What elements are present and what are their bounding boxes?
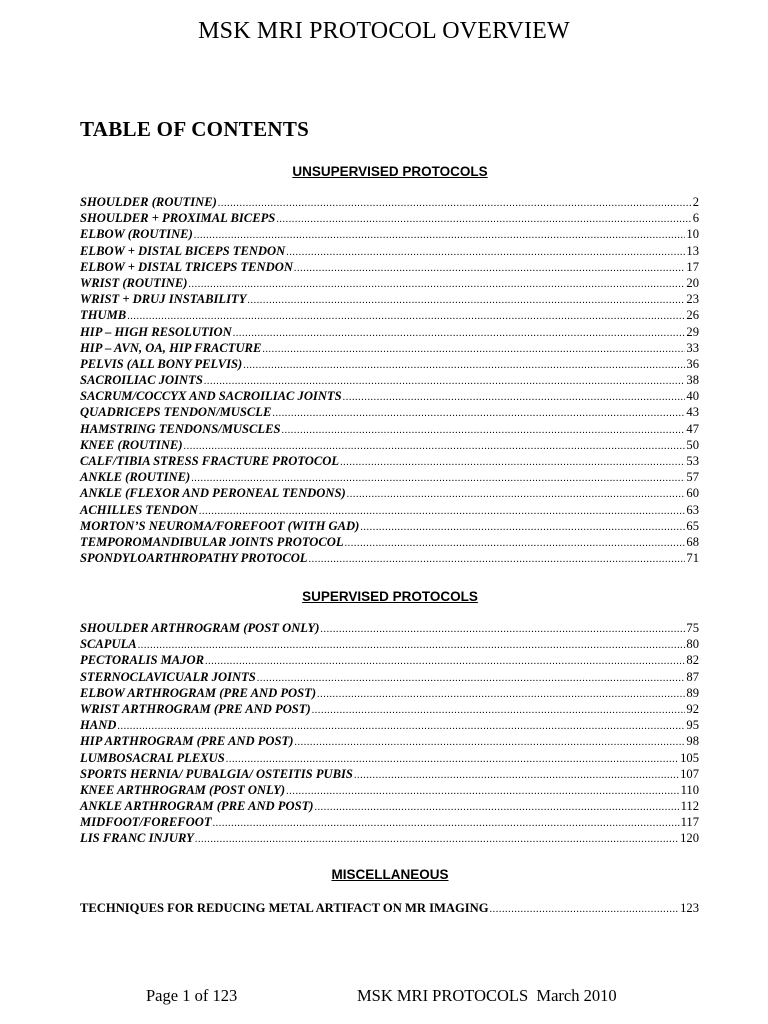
toc-entry-page-number: 75: [686, 621, 699, 635]
toc-dot-leader: [314, 800, 679, 816]
toc-entry[interactable]: [80, 372, 699, 388]
toc-entry-page-number: 112: [680, 799, 699, 814]
toc-entry-label: TEMPOROMANDIBULAR JOINTS PROTOCOL: [80, 534, 344, 549]
toc-entry[interactable]: [80, 469, 699, 485]
toc-entry-label: SACROILIAC JOINTS: [80, 373, 203, 388]
toc-entry-page-number: 10: [686, 227, 699, 242]
footer-document-info: MSK MRI PROTOCOLS March 2010: [357, 986, 617, 1005]
toc-entry-label: HIP – HIGH RESOLUTION: [80, 324, 232, 339]
toc-entry[interactable]: [80, 636, 699, 652]
toc-entry-page-number: 36: [686, 356, 699, 371]
toc-dot-leader: [213, 816, 680, 832]
toc-dot-leader: [345, 536, 686, 552]
toc-entry[interactable]: [80, 652, 699, 668]
toc-entry[interactable]: [80, 404, 699, 420]
toc-entry[interactable]: [80, 356, 699, 372]
toc-dot-leader: [138, 638, 686, 654]
toc-entry[interactable]: [80, 534, 699, 550]
toc-entry-page-number: 60: [686, 486, 699, 501]
toc-dot-leader: [294, 735, 685, 751]
toc-entry-label: SPONDYLOARTHROPATHY PROTOCOL: [80, 551, 308, 566]
toc-entry-label: ANKLE (FLEXOR AND PERONEAL TENDONS): [80, 486, 346, 501]
toc-entry[interactable]: [80, 518, 699, 534]
toc-dot-leader: [294, 261, 685, 277]
toc-entry-page-number: 98: [686, 734, 699, 749]
toc-dot-leader: [490, 902, 680, 918]
toc-entry-page-number: 120: [680, 831, 699, 846]
toc-entry-page-number: 13: [686, 243, 699, 258]
toc-dot-leader: [272, 406, 685, 422]
toc-entry-page-number: 71: [686, 551, 699, 566]
toc-entry-label: SPORTS HERNIA/ PUBALGIA/ OSTEITIS PUBIS: [80, 766, 353, 781]
toc-dot-leader: [247, 293, 685, 309]
toc-entry-label: CALF/TIBIA STRESS FRACTURE PROTOCOL: [80, 454, 340, 468]
toc-entry-page-number: 105: [680, 750, 699, 765]
toc-dot-leader: [233, 326, 686, 342]
toc-dot-leader: [205, 654, 685, 670]
toc-dot-leader: [286, 784, 679, 800]
toc-entry[interactable]: [80, 437, 699, 453]
section-heading-miscellaneous: MISCELLANEOUS: [331, 867, 449, 882]
toc-dot-leader: [257, 671, 686, 687]
toc-entry[interactable]: [80, 340, 699, 356]
section-heading-supervised: SUPERVISED PROTOCOLS: [302, 589, 478, 604]
toc-entry-label: HAMSTRING TENDONS/MUSCLES: [80, 421, 281, 436]
toc-entry-page-number: 26: [686, 308, 699, 323]
toc-entry-label: ANKLE ARTHROGRAM (PRE AND POST): [80, 799, 314, 814]
toc-entry-label: KNEE (ROUTINE): [80, 437, 183, 452]
toc-entry-page-number: 2: [692, 195, 699, 209]
footer-page-number: Page 1 of 123: [146, 986, 238, 1005]
toc-entry-page-number: 89: [686, 685, 699, 700]
toc-entry[interactable]: [80, 421, 699, 437]
toc-entry[interactable]: [80, 194, 699, 210]
toc-entry-label: HIP ARTHROGRAM (PRE AND POST): [80, 734, 294, 749]
toc-entry[interactable]: [80, 733, 699, 749]
toc-entry-page-number: 6: [692, 211, 699, 226]
toc-entry-label: ELBOW ARTHROGRAM (PRE AND POST): [80, 685, 317, 700]
toc-entry-label: HAND: [80, 718, 117, 733]
toc-entry[interactable]: [80, 485, 699, 501]
toc-entry[interactable]: [80, 291, 699, 307]
toc-entry[interactable]: [80, 669, 699, 685]
toc-entry-page-number: 33: [686, 340, 699, 355]
toc-dot-leader: [343, 390, 686, 406]
toc-dot-leader: [282, 423, 686, 439]
toc-entry-page-number: 82: [686, 653, 699, 668]
toc-entry-label: ELBOW + DISTAL BICEPS TENDON: [80, 243, 286, 258]
toc-entry[interactable]: [80, 550, 699, 566]
toc-entry-page-number: 68: [686, 534, 699, 549]
toc-dot-leader: [195, 832, 679, 848]
toc-entry-page-number: 117: [680, 815, 699, 830]
document-header-title: MSK MRI PROTOCOL OVERVIEW: [198, 18, 570, 44]
toc-list-miscellaneous: [80, 900, 699, 916]
toc-entry-label: LIS FRANC INJURY: [80, 831, 194, 846]
toc-entry-label: STERNOCLAVICUALR JOINTS: [80, 669, 256, 684]
toc-entry-label: WRIST (ROUTINE): [80, 275, 188, 290]
toc-dot-leader: [347, 487, 686, 503]
toc-dot-leader: [312, 703, 686, 719]
toc-entry-page-number: 95: [686, 718, 699, 733]
toc-entry-page-number: 110: [680, 782, 699, 797]
toc-entry-label: SHOULDER + PROXIMAL BICEPS: [80, 211, 276, 226]
toc-entry[interactable]: [80, 830, 699, 846]
toc-entry-page-number: 63: [686, 502, 699, 517]
toc-entry-page-number: 40: [686, 389, 699, 404]
toc-dot-leader: [309, 552, 686, 568]
toc-dot-leader: [243, 358, 685, 374]
toc-entry[interactable]: [80, 324, 699, 340]
toc-list-unsupervised: [80, 194, 699, 566]
toc-dot-leader: [320, 622, 685, 638]
toc-entry-page-number: 43: [686, 405, 699, 420]
toc-entry-page-number: 80: [686, 637, 699, 652]
toc-entry-label: SCAPULA: [80, 637, 137, 652]
toc-entry[interactable]: [80, 259, 699, 275]
toc-entry[interactable]: [80, 900, 699, 916]
toc-entry[interactable]: [80, 243, 699, 259]
toc-entry[interactable]: [80, 388, 699, 404]
toc-entry-page-number: 38: [686, 373, 699, 388]
toc-entry-page-number: 87: [686, 669, 699, 684]
toc-entry-page-number: 29: [686, 324, 699, 339]
toc-entry-label: PECTORALIS MAJOR: [80, 653, 204, 668]
toc-entry-page-number: 123: [680, 901, 699, 915]
toc-dot-leader: [276, 212, 691, 228]
section-heading-unsupervised: UNSUPERVISED PROTOCOLS: [292, 164, 488, 179]
toc-entry-label: ANKLE (ROUTINE): [80, 470, 191, 485]
toc-entry[interactable]: [80, 701, 699, 717]
toc-entry[interactable]: [80, 275, 699, 291]
toc-entry[interactable]: [80, 685, 699, 701]
toc-entry-page-number: 92: [686, 701, 699, 716]
toc-entry-page-number: 53: [686, 454, 699, 468]
toc-entry-label: QUADRICEPS TENDON/MUSCLE: [80, 405, 272, 420]
toc-title: TABLE OF CONTENTS: [80, 117, 310, 141]
toc-entry-label: ELBOW (ROUTINE): [80, 227, 193, 242]
toc-entry[interactable]: [80, 766, 699, 782]
toc-entry-label: SHOULDER (ROUTINE): [80, 195, 217, 209]
toc-entry-label: ELBOW + DISTAL TRICEPS TENDON: [80, 259, 293, 274]
toc-entry-label: ACHILLES TENDON: [80, 502, 198, 517]
toc-entry-label: THUMB: [80, 308, 127, 323]
toc-entry-page-number: 17: [686, 259, 699, 274]
toc-entry-label: MORTON’S NEUROMA/FOREFOOT (WITH GAD): [80, 518, 360, 533]
toc-dot-leader: [340, 455, 685, 471]
toc-dot-leader: [286, 245, 685, 261]
toc-entry[interactable]: [80, 502, 699, 518]
toc-entry[interactable]: [80, 782, 699, 798]
toc-entry-label: SHOULDER ARTHROGRAM (POST ONLY): [80, 621, 320, 635]
toc-entry-page-number: 65: [686, 518, 699, 533]
toc-entry[interactable]: [80, 620, 699, 636]
toc-entry-label: WRIST + DRUJ INSTABILITY: [80, 292, 247, 307]
toc-entry-page-number: 23: [686, 292, 699, 307]
toc-dot-leader: [218, 196, 692, 212]
toc-entry-page-number: 107: [680, 766, 699, 781]
toc-entry[interactable]: [80, 453, 699, 469]
toc-entry-label: WRIST ARTHROGRAM (PRE AND POST): [80, 701, 311, 716]
toc-entry-label: KNEE ARTHROGRAM (POST ONLY): [80, 782, 286, 797]
toc-entry-label: MIDFOOT/FOREFOOT: [80, 815, 212, 830]
toc-entry-page-number: 50: [686, 437, 699, 452]
toc-entry[interactable]: [80, 717, 699, 733]
toc-entry[interactable]: [80, 226, 699, 242]
toc-entry[interactable]: [80, 307, 699, 323]
toc-entry-label: HIP – AVN, OA, HIP FRACTURE: [80, 340, 262, 355]
toc-entry-label: PELVIS (ALL BONY PELVIS): [80, 356, 243, 371]
toc-entry[interactable]: [80, 210, 699, 226]
toc-entry-label: TECHNIQUES FOR REDUCING METAL ARTIFACT ON MR IMAGING: [80, 901, 489, 915]
toc-entry-page-number: 57: [686, 470, 699, 485]
toc-dot-leader: [188, 277, 685, 293]
toc-entry[interactable]: [80, 750, 699, 766]
toc-dot-leader: [354, 768, 679, 784]
toc-entry-label: LUMBOSACRAL PLEXUS: [80, 750, 225, 765]
toc-list-supervised: [80, 620, 699, 847]
toc-dot-leader: [317, 687, 685, 703]
toc-entry-page-number: 20: [686, 275, 699, 290]
toc-dot-leader: [360, 520, 685, 536]
toc-entry-label: SACRUM/COCCYX AND SACROILIAC JOINTS: [80, 389, 342, 404]
toc-entry[interactable]: [80, 814, 699, 830]
toc-dot-leader: [262, 342, 685, 358]
toc-entry-page-number: 47: [686, 421, 699, 436]
toc-entry[interactable]: [80, 798, 699, 814]
